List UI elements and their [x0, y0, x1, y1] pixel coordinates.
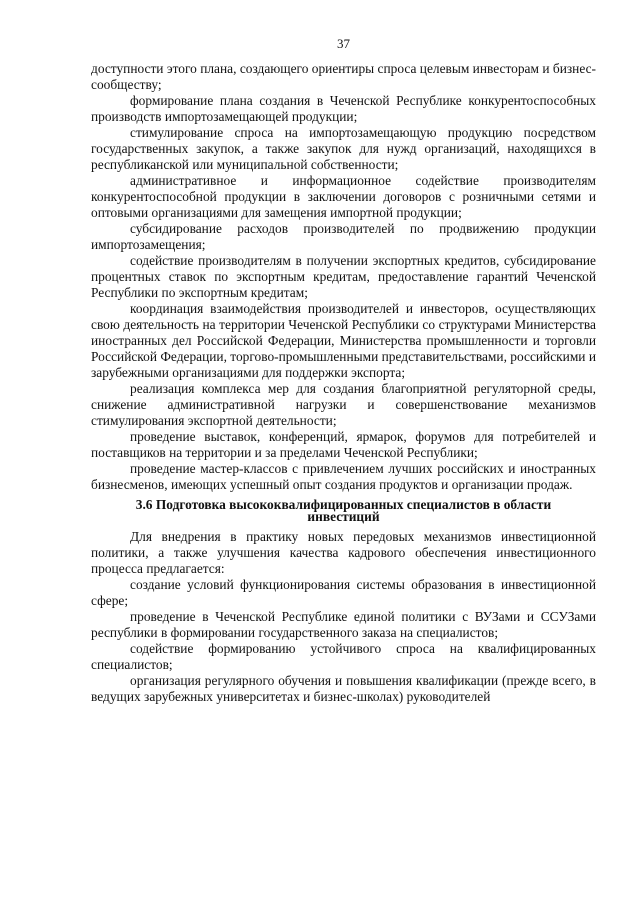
- paragraph: субсидирование расходов производителей по продвижению продукции импортозамещения;: [91, 221, 596, 252]
- section-heading-line: инвестиций: [307, 509, 380, 524]
- paragraph: содействие производителям в получении экспортных кредитов, субсидирование процентных ставок по экспортным кредитам, предоставление гарантий Чеченской Республики по экспортным кредитам;: [91, 253, 596, 300]
- paragraph: доступности этого плана, создающего ориентиры спроса целевым инвесторам и бизнес-сообществу;: [91, 61, 596, 92]
- paragraph: реализация комплекса мер для создания благоприятной регуляторной среды, снижение административной нагрузки и совершенствование механизмов стимулирования экспортной деятельности;: [91, 381, 596, 428]
- paragraph: административное и информационное содействие производителям конкурентоспособной продукции в заключении договоров с розничными сетями и оптовыми организациями для замещения импортной продукции;: [91, 173, 596, 220]
- paragraph: проведение в Чеченской Республике единой политики с ВУЗами и ССУЗами республики в формировании государственного заказа на специалистов;: [91, 609, 596, 640]
- paragraph: стимулирование спроса на импортозамещающую продукцию посредством государственных закупок, а также закупок для нужд организаций, находящихся в республиканской или муниципальной собственности;: [91, 125, 596, 172]
- paragraph: содействие формированию устойчивого спроса на квалифицированных специалистов;: [91, 641, 596, 672]
- body-text-before-heading: [91, 61, 596, 493]
- paragraph: проведение мастер-классов с привлечением лучших российских и иностранных бизнесменов, имеющих успешный опыт создания продуктов и организации продаж.: [91, 461, 596, 492]
- section-heading-line: 3.6 Подготовка высококвалифицированных специалистов в области: [135, 497, 552, 512]
- paragraph: проведение выставок, конференций, ярмарок, форумов для потребителей и поставщиков на территории и за пределами Чеченской Республики;: [91, 429, 596, 460]
- paragraph: Для внедрения в практику новых передовых механизмов инвестиционной политики, а также улучшения качества кадрового обеспечения инвестиционного процесса предлагается:: [91, 529, 596, 576]
- page-number: 37: [337, 36, 350, 51]
- paragraph: координация взаимодействия производителей и инвесторов, осуществляющих свою деятельность на территории Чеченской Республики со структурами Министерства иностранных дел Российской Федерации, Министерства промышленности и торговли Российской Федерации, торгово-промышленными представительствами, российскими и зарубежными организациями для поддержки экспорта;: [91, 301, 596, 380]
- body-text-after-heading: [91, 529, 596, 705]
- paragraph: формирование плана создания в Чеченской Республике конкурентоспособных производств импортозамещающей продукции;: [91, 93, 596, 124]
- section-heading: [91, 499, 596, 523]
- paragraph: создание условий функционирования системы образования в инвестиционной сфере;: [91, 577, 596, 608]
- paragraph: организация регулярного обучения и повышения квалификации (прежде всего, в ведущих зарубежных университетах и бизнес-школах) руководителей: [91, 673, 596, 704]
